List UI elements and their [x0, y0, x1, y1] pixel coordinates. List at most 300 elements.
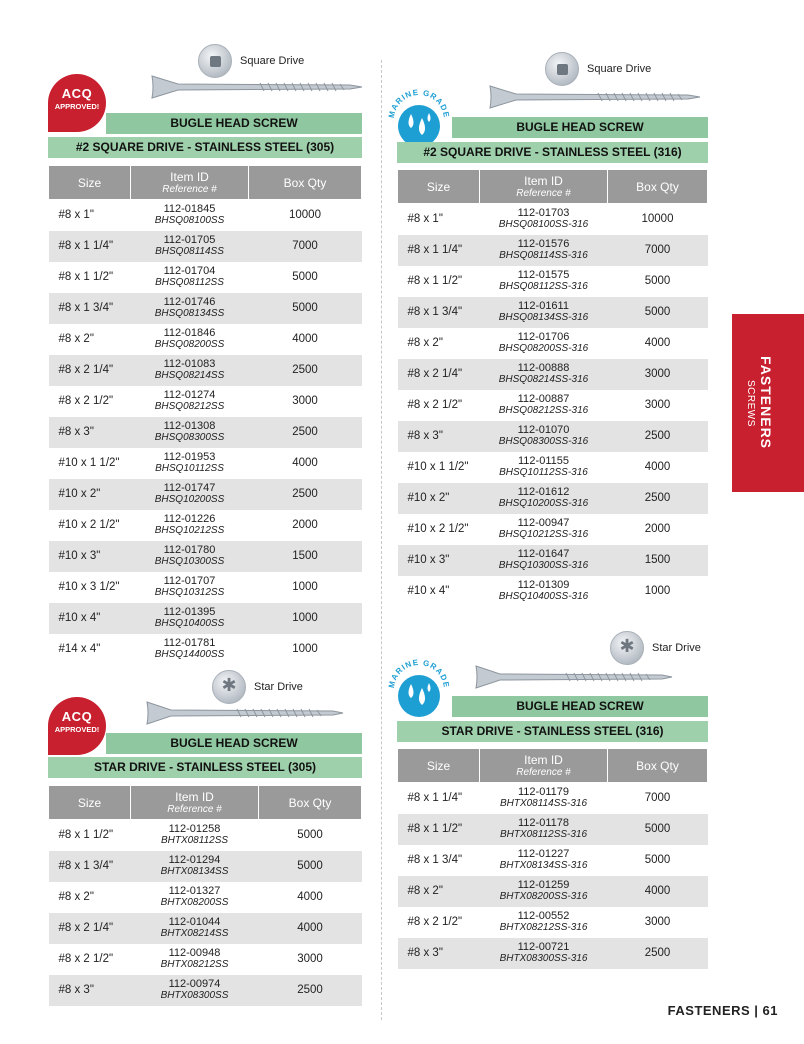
table-row [49, 510, 362, 541]
item-id-label: Item ID [524, 174, 563, 188]
table-row [398, 938, 708, 969]
cell-item-id [480, 876, 608, 907]
cell-size: #10 x 3 1/2" [58, 581, 120, 593]
drive-type-row [545, 52, 651, 86]
cell-size: #8 x 2" [398, 876, 480, 907]
cell-size: #8 x 2 1/2" [407, 916, 463, 928]
marine-grade-text: MARINE GRADE [386, 657, 452, 689]
col-box-qty: Box Qty [608, 749, 708, 783]
cell-item-id [131, 851, 259, 882]
item-id: 112-01707 [163, 575, 216, 587]
cell-box-qty: 1500 [249, 541, 362, 572]
cell-item-id [131, 882, 259, 913]
cell-size: #8 x 1 3/4" [49, 851, 131, 882]
table-row [49, 262, 362, 293]
cell-item-id [131, 913, 259, 944]
cell-size: #10 x 1 1/2" [407, 461, 469, 473]
cell-item-id [131, 572, 249, 603]
cell-item-id [480, 483, 608, 514]
table-row [398, 421, 708, 452]
cell-box-qty: 1000 [249, 603, 362, 634]
drive-type-row [212, 670, 303, 704]
cell-box-qty: 5000 [259, 851, 362, 882]
cell-item-id [131, 231, 249, 262]
item-id: 112-01647 [517, 548, 570, 560]
reference-number: BHSQ10212SS [154, 525, 225, 536]
cell-box-qty: 7000 [644, 792, 671, 805]
table-row [398, 576, 708, 607]
table-row [398, 483, 708, 514]
reference-label: Reference # [516, 767, 571, 778]
col-size: Size [49, 166, 131, 200]
cell-box-qty: 4000 [644, 461, 671, 473]
cell-item-id [131, 324, 249, 355]
badge-line2: APPROVED! [54, 725, 100, 734]
table-row [398, 328, 708, 359]
cell-size: #8 x 3" [49, 975, 131, 1006]
item-id: 112-01083 [163, 358, 216, 370]
spec-table-square-316 [397, 169, 708, 607]
reference-number: BHSQ08214SS-316 [498, 374, 589, 385]
table-row [49, 200, 362, 231]
reference-number: BHSQ08212SS-316 [498, 405, 589, 416]
reference-number: BHSQ08214SS [154, 370, 225, 381]
reference-number: BHSQ10300SS-316 [498, 560, 589, 571]
star-drive-icon [212, 670, 246, 704]
cell-size: #10 x 4" [407, 585, 450, 597]
fasteners-side-tab [732, 314, 804, 492]
side-tab-title: FASTENERS [758, 356, 774, 450]
cell-box-qty: 5000 [608, 297, 708, 328]
reference-number: BHSQ10212SS-316 [498, 529, 589, 540]
col-size: Size [49, 786, 131, 820]
item-id: 112-00552 [517, 910, 570, 922]
item-id: 112-01070 [517, 424, 570, 436]
table-row [49, 944, 362, 975]
square-drive-icon [198, 44, 232, 78]
cell-box-qty: 7000 [608, 235, 708, 266]
table-row [49, 820, 362, 851]
product-subtitle: #2 SQUARE DRIVE - STAINLESS STEEL (316) [397, 142, 708, 163]
table-row [398, 514, 708, 545]
cell-box-qty: 5000 [297, 829, 323, 842]
item-id-label: Item ID [175, 790, 214, 804]
cell-box-qty: 3000 [608, 359, 708, 390]
cell-box-qty: 2500 [249, 355, 362, 386]
table-row [398, 235, 708, 266]
cell-item-id [131, 479, 249, 510]
cell-item-id [480, 938, 608, 969]
cell-item-id [131, 417, 249, 448]
item-id: 112-01845 [163, 203, 216, 216]
product-subtitle: STAR DRIVE - STAINLESS STEEL (305) [48, 757, 362, 778]
cell-size: #8 x 2 1/4" [398, 359, 480, 390]
cell-size: #8 x 3" [398, 421, 480, 452]
item-id: 112-01044 [168, 916, 221, 928]
cell-item-id [131, 448, 249, 479]
cell-size: #8 x 1 3/4" [398, 297, 480, 328]
cell-item-id [131, 262, 249, 293]
item-id: 112-01747 [163, 482, 216, 494]
reference-number: BHSQ08300SS-316 [498, 436, 589, 447]
cell-box-qty: 2500 [608, 421, 708, 452]
cell-size: #8 x 2 1/4" [49, 355, 131, 386]
cell-box-qty: 1000 [292, 643, 318, 655]
table-header-row [398, 170, 708, 204]
reference-number: BHSQ10200SS [154, 494, 225, 505]
reference-number: BHTX08200SS-316 [499, 891, 588, 902]
item-id: 112-01258 [168, 823, 221, 836]
table-row [398, 783, 708, 814]
cell-size: #10 x 4" [49, 603, 131, 634]
drive-type-row [198, 44, 304, 78]
cell-item-id [131, 975, 259, 1006]
cell-box-qty: 7000 [249, 231, 362, 262]
reference-number: BHTX08112SS [160, 835, 229, 847]
reference-number: BHTX08300SS [160, 990, 229, 1001]
col-box-qty: Box Qty [249, 166, 362, 200]
reference-label: Reference # [167, 804, 222, 815]
cell-size: #10 x 3" [398, 545, 480, 576]
table-row [49, 634, 362, 665]
cell-box-qty: 1500 [608, 545, 708, 576]
cell-item-id [131, 820, 259, 851]
table-header-row [398, 749, 708, 783]
cell-box-qty: 2500 [608, 938, 708, 969]
badge-line1: ACQ [61, 709, 93, 724]
reference-number: BHSQ08114SS-316 [499, 250, 588, 261]
cell-item-id [131, 386, 249, 417]
cell-item-id [480, 814, 608, 845]
item-id: 112-01227 [517, 848, 570, 860]
cell-box-qty: 5000 [608, 814, 708, 845]
cell-item-id [131, 200, 249, 231]
cell-size: #8 x 1" [407, 213, 443, 226]
drive-label: Star Drive [254, 681, 303, 693]
item-id: 112-00888 [517, 362, 570, 374]
item-id: 112-01780 [163, 544, 216, 556]
spec-table-star-316 [397, 748, 708, 969]
cell-box-qty: 10000 [289, 209, 321, 222]
cell-item-id [131, 603, 249, 634]
table-row [398, 266, 708, 297]
product-title: BUGLE HEAD SCREW [106, 733, 362, 754]
reference-number: BHTX08134SS [160, 866, 229, 877]
acq-approved-badge [48, 697, 106, 755]
cell-box-qty: 4000 [608, 876, 708, 907]
col-size: Size [398, 170, 480, 204]
item-id: 112-01575 [517, 269, 570, 281]
drive-label: Star Drive [652, 642, 701, 654]
cell-size: #8 x 2" [58, 333, 94, 345]
cell-box-qty: 2500 [259, 975, 362, 1006]
col-item-id [131, 786, 259, 820]
reference-number: BHSQ10300SS [154, 556, 225, 567]
cell-box-qty: 1000 [644, 585, 671, 597]
cell-box-qty: 2500 [249, 479, 362, 510]
item-id: 112-01781 [163, 637, 216, 649]
reference-number: BHSQ08112SS [155, 277, 224, 288]
reference-number: BHSQ10400SS-316 [498, 591, 589, 602]
cell-size: #8 x 1 3/4" [407, 854, 463, 866]
item-id: 112-01178 [518, 817, 569, 829]
reference-number: BHSQ08134SS [154, 308, 225, 319]
reference-number: BHTX08300SS-316 [499, 953, 588, 964]
col-item-id [480, 170, 608, 204]
table-row [398, 390, 708, 421]
badge-line2: APPROVED! [54, 102, 100, 111]
table-row [49, 448, 362, 479]
reference-number: BHSQ08212SS [154, 401, 225, 412]
cell-box-qty: 1000 [292, 581, 318, 593]
cell-box-qty: 2000 [292, 519, 318, 531]
table-header-row [49, 786, 362, 820]
cell-size: #8 x 2 1/2" [58, 395, 114, 407]
cell-box-qty: 3000 [297, 953, 323, 965]
item-id: 112-01308 [163, 420, 216, 432]
product-title: BUGLE HEAD SCREW [106, 113, 362, 134]
cell-size: #10 x 2 1/2" [58, 519, 120, 531]
cell-item-id [480, 390, 608, 421]
cell-item-id [480, 328, 608, 359]
cell-size: #8 x 1 1/4" [49, 231, 131, 262]
drive-label: Square Drive [240, 55, 305, 67]
item-id: 112-01179 [518, 786, 569, 799]
bugle-head-screw-star-image [145, 700, 345, 726]
table-row [398, 876, 708, 907]
reference-number: BHTX08114SS-316 [499, 798, 588, 810]
reference-number: BHSQ10112SS [155, 463, 224, 474]
cell-item-id [480, 297, 608, 328]
cell-size: #8 x 2 1/2" [407, 399, 463, 411]
reference-number: BHSQ10200SS-316 [498, 498, 589, 509]
item-id: 112-01704 [163, 265, 216, 277]
table-row [398, 907, 708, 938]
table-row [49, 882, 362, 913]
badge-line1: ACQ [61, 86, 93, 101]
reference-number: BHTX08200SS [160, 897, 229, 908]
cell-item-id [480, 576, 608, 607]
cell-size: #8 x 1 1/2" [398, 814, 480, 845]
reference-number: BHTX08212SS-316 [499, 922, 588, 933]
table-row [398, 452, 708, 483]
cell-size: #8 x 1 3/4" [49, 293, 131, 324]
cell-size: #10 x 2" [49, 479, 131, 510]
cell-item-id [480, 266, 608, 297]
column-divider [381, 60, 382, 1020]
item-id: 112-01746 [163, 296, 216, 308]
reference-number: BHTX08112SS-316 [499, 829, 588, 840]
reference-label: Reference # [516, 188, 571, 199]
cell-size: #8 x 2" [407, 337, 443, 349]
bugle-head-screw-square-316-image [488, 84, 702, 110]
bugle-head-screw-star-316-image [474, 664, 674, 690]
reference-number: BHSQ08200SS-316 [498, 343, 589, 354]
page-footer: FASTENERS | 61 [667, 1003, 778, 1018]
cell-item-id [480, 545, 608, 576]
item-id: 112-01611 [518, 300, 569, 312]
reference-number: BHSQ08134SS-316 [498, 312, 589, 323]
reference-number: BHSQ14400SS [154, 649, 225, 660]
item-id-label: Item ID [524, 753, 563, 767]
product-title: BUGLE HEAD SCREW [452, 696, 708, 717]
table-row [398, 545, 708, 576]
table-row [398, 204, 708, 235]
table-row [49, 386, 362, 417]
table-row [398, 359, 708, 390]
cell-box-qty: 2500 [249, 417, 362, 448]
cell-box-qty: 5000 [292, 271, 318, 283]
cell-item-id [131, 541, 249, 572]
reference-number: BHSQ08114SS [155, 246, 224, 257]
item-id: 112-01612 [517, 486, 570, 498]
cell-box-qty: 4000 [292, 457, 318, 469]
reference-number: BHSQ08100SS-316 [498, 219, 589, 231]
cell-size: #10 x 2" [398, 483, 480, 514]
product-subtitle: STAR DRIVE - STAINLESS STEEL (316) [397, 721, 708, 742]
table-row [49, 913, 362, 944]
product-subtitle: #2 SQUARE DRIVE - STAINLESS STEEL (305) [48, 137, 362, 158]
item-id: 112-01846 [163, 327, 216, 339]
cell-box-qty: 2000 [644, 523, 671, 535]
reference-number: BHSQ10400SS [154, 618, 225, 629]
cell-item-id [131, 510, 249, 541]
cell-size: #10 x 2 1/2" [407, 523, 469, 535]
cell-item-id [480, 235, 608, 266]
reference-label: Reference # [162, 184, 217, 195]
reference-number: BHTX08134SS-316 [499, 860, 588, 871]
cell-size: #8 x 1 1/2" [58, 829, 114, 842]
table-row [49, 231, 362, 262]
table-row [49, 975, 362, 1006]
table-row [49, 355, 362, 386]
cell-size: #8 x 1 1/2" [407, 275, 463, 287]
cell-item-id [480, 907, 608, 938]
product-title: BUGLE HEAD SCREW [452, 117, 708, 138]
cell-item-id [131, 355, 249, 386]
reference-number: BHSQ08200SS [154, 339, 225, 350]
item-id: 112-01705 [163, 234, 216, 246]
item-id: 112-01327 [168, 885, 221, 897]
table-row [49, 572, 362, 603]
item-id: 112-00974 [168, 978, 221, 990]
cell-size: #8 x 1 1/2" [58, 271, 114, 283]
cell-box-qty: 5000 [644, 275, 671, 287]
col-box-qty: Box Qty [608, 170, 708, 204]
item-id-label: Item ID [170, 170, 209, 184]
square-drive-icon [545, 52, 579, 86]
cell-box-qty: 2500 [608, 483, 708, 514]
item-id: 112-01309 [517, 579, 570, 591]
cell-size: #10 x 3" [49, 541, 131, 572]
item-id: 112-01294 [168, 854, 221, 866]
table-row [49, 541, 362, 572]
item-id: 112-01226 [163, 513, 216, 525]
table-header-row [49, 166, 362, 200]
reference-number: BHTX08212SS [160, 959, 229, 970]
col-item-id [480, 749, 608, 783]
marine-grade-text: MARINE GRADE [386, 87, 452, 119]
item-id: 112-00947 [517, 517, 570, 529]
cell-size: #8 x 3" [398, 938, 480, 969]
cell-box-qty: 3000 [644, 399, 671, 411]
marine-grade-badge [384, 654, 454, 724]
reference-number: BHSQ10112SS-316 [499, 467, 588, 478]
item-id: 112-01155 [518, 455, 569, 467]
cell-item-id [480, 514, 608, 545]
table-row [49, 603, 362, 634]
cell-size: #8 x 2 1/2" [58, 953, 114, 965]
table-row [49, 479, 362, 510]
table-row [398, 814, 708, 845]
cell-size: #8 x 1 1/4" [407, 792, 463, 805]
cell-box-qty: 4000 [259, 913, 362, 944]
cell-box-qty: 5000 [249, 293, 362, 324]
cell-box-qty: 4000 [644, 337, 671, 349]
item-id: 112-01703 [517, 207, 570, 220]
cell-size: #10 x 1 1/2" [58, 457, 120, 469]
cell-size: #8 x 1 1/4" [398, 235, 480, 266]
bugle-head-screw-square-image [150, 74, 364, 100]
cell-box-qty: 3000 [644, 916, 671, 928]
item-id: 112-01274 [163, 389, 216, 401]
cell-size: #8 x 2 1/4" [49, 913, 131, 944]
drive-type-row [610, 631, 701, 665]
cell-box-qty: 4000 [292, 333, 318, 345]
reference-number: BHSQ08300SS [154, 432, 225, 443]
cell-size: #8 x 3" [49, 417, 131, 448]
table-row [49, 324, 362, 355]
table-row [49, 417, 362, 448]
side-tab-subtitle: SCREWS [745, 380, 756, 427]
cell-item-id [131, 634, 249, 665]
reference-number: BHSQ10312SS [154, 587, 225, 598]
item-id: 112-00948 [168, 947, 221, 959]
cell-box-qty: 5000 [644, 854, 671, 866]
item-id: 112-01395 [163, 606, 216, 618]
cell-size: #14 x 4" [58, 643, 101, 655]
item-id: 112-01259 [517, 879, 570, 891]
col-size: Size [398, 749, 480, 783]
item-id: 112-00721 [517, 941, 570, 953]
table-row [398, 297, 708, 328]
cell-box-qty: 4000 [297, 891, 323, 903]
cell-size: #8 x 2" [58, 891, 94, 903]
cell-box-qty: 3000 [292, 395, 318, 407]
spec-table-star-305 [48, 785, 362, 1006]
cell-item-id [480, 845, 608, 876]
cell-size: #8 x 1" [58, 209, 94, 222]
col-box-qty: Box Qty [259, 786, 362, 820]
table-row [49, 851, 362, 882]
cell-item-id [480, 452, 608, 483]
table-row [49, 293, 362, 324]
drive-label: Square Drive [587, 63, 652, 75]
cell-item-id [131, 293, 249, 324]
item-id: 112-00887 [517, 393, 570, 405]
star-drive-icon [610, 631, 644, 665]
reference-number: BHTX08214SS [160, 928, 229, 939]
cell-item-id [131, 944, 259, 975]
item-id: 112-01706 [517, 331, 570, 343]
reference-number: BHSQ08100SS [154, 215, 225, 227]
cell-item-id [480, 359, 608, 390]
col-item-id [131, 166, 249, 200]
table-row [398, 845, 708, 876]
item-id: 112-01576 [517, 238, 570, 250]
item-id: 112-01953 [163, 451, 216, 463]
cell-box-qty: 10000 [641, 213, 674, 226]
